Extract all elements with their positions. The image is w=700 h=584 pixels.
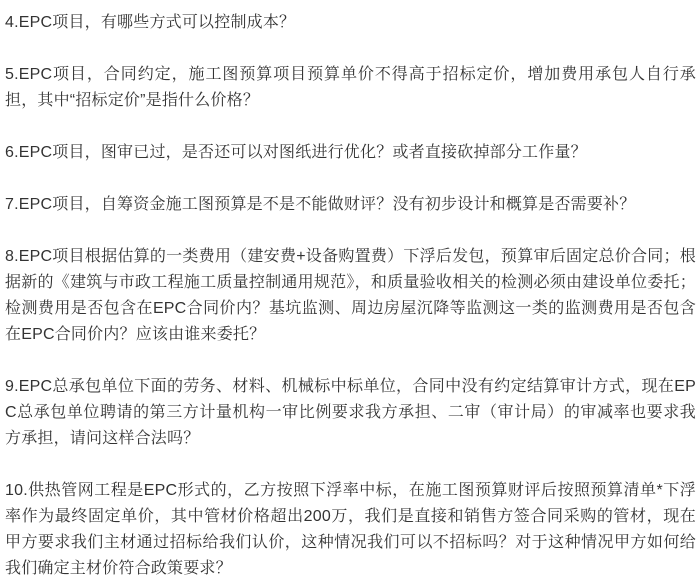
question-paragraph-9: 9.EPC总承包单位下面的劳务、材料、机械标中标单位，合同中没有约定结算审计方式，现在EPC总承包单位聘请的第三方计量机构一审比例要求我方承担、二审（审计局）的审减率也要求我方承担，请问这样合法吗？ bbox=[5, 378, 696, 447]
question-paragraph-8: 8.EPC项目根据估算的一类费用（建安费+设备购置费）下浮后发包，预算审后固定总价合同；根据新的《建筑与市政工程施工质量控制通用规范》，和质量验收相关的检测必须由建设单位委托；检测费用是否包含在EPC合同价内？基坑监测、周边房屋沉降等监测这一类的监测费用是否包含在EPC合同价内？应该由谁来委托？ bbox=[5, 248, 696, 343]
question-paragraph-5: 5.EPC项目，合同约定，施工图预算项目预算单价不得高于招标定价，增加费用承包人自行承担，其中“招标定价”是指什么价格？ bbox=[5, 66, 696, 109]
question-paragraph-6: 6.EPC项目，图审已过，是否还可以对图纸进行优化？或者直接砍掉部分工作量？ bbox=[5, 144, 587, 161]
question-paragraph-7: 7.EPC项目，自筹资金施工图预算是不是不能做财评？没有初步设计和概算是否需要补？ bbox=[5, 196, 636, 213]
question-paragraph-10: 10.供热管网工程是EPC形式的，乙方按照下浮率中标，在施工图预算财评后按照预算清单*下浮率作为最终固定单价，其中管材价格超出200万，我们是直接和销售方签合同采购的管材，现在甲方要求我们主材通过招标给我们认价，这种情况我们可以不招标吗？对于这种情况甲方如何给我们确定主材价符合政策要求？ bbox=[5, 482, 696, 577]
question-paragraph-4: 4.EPC项目，有哪些方式可以控制成本？ bbox=[5, 14, 296, 31]
